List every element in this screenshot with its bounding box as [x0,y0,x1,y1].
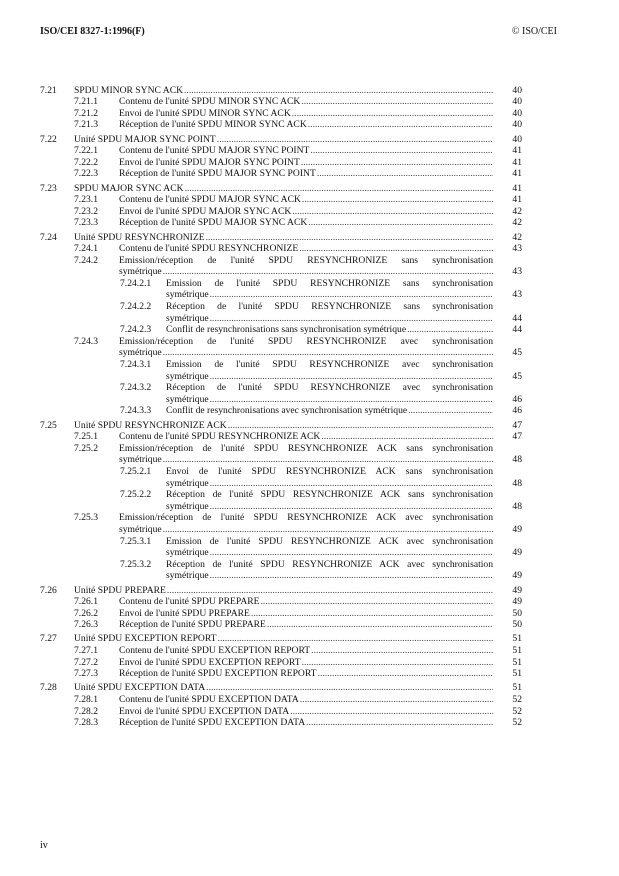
toc-entry [0,489,619,512]
dot-leader [210,570,493,582]
toc-entry-title-line2-text: symétrique [119,266,162,278]
toc-entry [0,559,619,582]
toc-entry-title-line2 [166,371,493,383]
toc-entry-title-text: Envoi de l'unité SPDU EXCEPTION REPORT [119,656,301,668]
toc-entry-title-line1: Emission/réception de l'unité SPDU RESYNCHRONIZE avec synchronisation [119,335,493,347]
toc-entry-number: 7.25.3.1 [120,535,152,547]
toc-entry-title-text: Unité SPDU EXCEPTION DATA [74,682,206,694]
toc-entry-title-line1: Emission de l'unité SPDU RESYNCHRONIZE sans synchronisation [166,277,493,289]
toc-entry-title-line1: Emission de l'unité SPDU RESYNCHRONIZE ACK avec synchronisation [166,535,493,547]
toc-entry-page: 42 [512,231,522,243]
dot-leader [301,157,493,169]
toc-entry-page: 51 [512,633,522,645]
toc-entry-title [119,157,493,169]
dot-leader [408,405,493,417]
dot-leader [217,134,493,146]
toc-entry-number: 7.28.2 [74,705,98,717]
dot-leader [251,608,493,620]
toc-entry-title [119,145,493,157]
toc-entry-number: 7.23.2 [74,205,98,217]
toc-entry [0,157,619,169]
toc-entry-page: 52 [512,694,522,706]
toc-entry-title-text: Réception de l'unité SPDU PREPARE [119,619,266,631]
toc-entry-title [119,168,493,180]
toc-entry-title-line1: Réception de l'unité SPDU RESYNCHRONIZE avec synchronisation [166,382,493,394]
toc-entry [0,206,619,218]
toc-entry-title-line1: Envoi de l'unité SPDU RESYNCHRONIZE ACK sans synchronisation [166,465,493,477]
toc-entry-page: 42 [512,205,522,217]
toc-entry-title-line2 [166,289,493,301]
toc-entry-title [166,382,493,405]
dot-leader [300,694,493,706]
toc-entry [0,255,619,278]
toc-entry-title [166,536,493,559]
toc-entry-title-line1: Emission/réception de l'unité SPDU RESYNCHRONIZE ACK sans synchronisation [119,442,493,454]
toc-entry-page: 43 [512,243,522,255]
toc-entry-page: 47 [512,431,522,443]
toc-entry-title [119,217,493,229]
toc-entry-title-text: Unité SPDU PREPARE [74,584,166,596]
dot-leader [301,96,493,108]
dot-leader [308,119,493,131]
toc-entry-title [119,108,493,120]
toc-entry-page: 49 [512,570,522,582]
toc-entry-title [74,585,493,597]
toc-entry-title-text: Contenu de l'unité SPDU EXCEPTION REPORT [119,645,311,657]
toc-entry-title-line2 [119,454,493,466]
toc-entry-title-text: Conflit de resynchronisations sans synchronisation symétrique [166,324,407,336]
toc-entry [0,585,619,597]
toc-entry-title [119,512,493,535]
dot-leader [261,596,493,608]
toc-entry-number: 7.23.1 [74,194,98,206]
toc-entry-page: 40 [512,96,522,108]
toc-entry-title [74,183,493,195]
toc-entry-title [119,255,493,278]
dot-leader [292,108,493,120]
dot-leader [306,717,493,729]
toc-entry-title-text: Contenu de l'unité SPDU RESYNCHRONIZE ACK [119,431,321,443]
dot-leader [311,645,493,657]
toc-entry [0,85,619,97]
toc-entry-number: 7.21 [40,84,57,96]
toc-entry-title-line2-text: symétrique [166,289,209,301]
toc-entry-title-line2-text: symétrique [166,547,209,559]
dot-leader [210,289,493,301]
toc-entry-title-line2 [166,394,493,406]
dot-leader [310,145,493,157]
toc-entry [0,657,619,669]
toc-entry-title-line2 [166,570,493,582]
dot-leader [218,633,493,645]
toc-entry-number: 7.28 [40,682,57,694]
toc-entry-title [166,559,493,582]
toc-entry-title-line2-text: symétrique [166,477,209,489]
toc-entry-title [119,96,493,108]
toc-entry [0,359,619,382]
toc-entry-page: 40 [512,119,522,131]
toc-entry-title-line2-text: symétrique [119,454,162,466]
toc-entry-title-line2-text: symétrique [166,570,209,582]
toc-entry [0,108,619,120]
toc-entry-title-line2-text: symétrique [119,523,162,535]
dot-leader [206,232,493,244]
toc-entry-page: 44 [512,312,522,324]
toc-entry-page: 44 [512,324,522,336]
toc-entry-title-line2 [166,547,493,559]
toc-entry-title [166,466,493,489]
table-of-contents [0,82,619,729]
dot-leader [299,243,493,255]
toc-entry-number: 7.28.1 [74,694,98,706]
toc-entry-title [74,232,493,244]
toc-entry-title-text: Envoi de l'unité SPDU EXCEPTION DATA [119,705,290,717]
toc-entry-title-line1: Emission/réception de l'unité SPDU RESYNCHRONIZE ACK avec synchronisation [119,512,493,524]
toc-entry-page: 40 [512,133,522,145]
dot-leader [163,347,493,359]
toc-entry-page: 48 [512,500,522,512]
toc-entry [0,431,619,443]
toc-entry-title [119,206,493,218]
dot-leader [163,524,493,536]
dot-leader [210,313,493,325]
toc-entry-title [119,596,493,608]
toc-entry-page: 41 [512,156,522,168]
toc-entry-title [119,694,493,706]
dot-leader [302,194,493,206]
toc-entry-title-line1: Réception de l'unité SPDU RESYNCHRONIZE ACK avec synchronisation [166,558,493,570]
dot-leader [318,668,493,680]
toc-entry-title [166,278,493,301]
toc-entry-number: 7.24.2.1 [120,277,152,289]
toc-entry-title [74,85,493,97]
toc-entry-title-text: Réception de l'unité SPDU EXCEPTION DATA [119,717,306,729]
toc-entry [0,706,619,718]
toc-entry-page: 50 [512,619,522,631]
toc-entry-page: 48 [512,454,522,466]
toc-entry-title [119,717,493,729]
toc-entry [0,682,619,694]
dot-leader [290,706,493,718]
toc-entry [0,668,619,680]
dot-leader [210,478,493,490]
toc-entry [0,633,619,645]
dot-leader [210,394,493,406]
toc-entry-title-text: Contenu de l'unité SPDU MINOR SYNC ACK [119,96,301,108]
toc-entry-title-line2-text: symétrique [166,312,209,324]
toc-entry-title-text: SPDU MAJOR SYNC ACK [74,182,184,194]
toc-entry-title-text: Réception de l'unité SPDU MINOR SYNC ACK [119,119,307,131]
toc-entry [0,243,619,255]
toc-entry-page: 52 [512,705,522,717]
toc-entry [0,608,619,620]
toc-entry-title [119,119,493,131]
toc-entry-number: 7.24.3.2 [120,382,152,394]
dot-leader [184,85,493,97]
toc-entry-title [119,194,493,206]
toc-entry-page: 41 [512,194,522,206]
toc-entry [0,536,619,559]
toc-entry [0,217,619,229]
dot-leader [228,420,493,432]
toc-entry-title [74,420,493,432]
toc-entry-number: 7.21.1 [74,96,98,108]
dot-leader [267,619,493,631]
toc-entry-title-text: Contenu de l'unité SPDU EXCEPTION DATA [119,694,299,706]
toc-entry-number: 7.25.3 [74,512,98,524]
toc-entry [0,183,619,195]
toc-entry [0,232,619,244]
toc-entry-title [166,489,493,512]
toc-entry-title-text: SPDU MINOR SYNC ACK [74,84,184,96]
toc-entry-page: 52 [512,717,522,729]
toc-entry-title-text: Réception de l'unité SPDU MAJOR SYNC POINT [119,168,316,180]
toc-entry-page: 51 [512,682,522,694]
dot-leader [210,501,493,513]
toc-entry-title [119,645,493,657]
toc-entry [0,596,619,608]
toc-entry-number: 7.24 [40,231,57,243]
toc-entry-page: 50 [512,607,522,619]
toc-entry-number: 7.27.1 [74,645,98,657]
toc-entry-page: 49 [512,596,522,608]
toc-entry-page: 41 [512,168,522,180]
dot-leader [163,266,493,278]
dot-leader [210,371,493,383]
dot-leader [185,183,493,195]
toc-entry-number: 7.22.3 [74,168,98,180]
toc-entry [0,168,619,180]
toc-entry-title-line2 [119,524,493,536]
toc-entry-title [166,301,493,324]
toc-entry-number: 7.25.2.1 [120,465,152,477]
toc-entry-number: 7.25.2.2 [120,489,152,501]
toc-entry-title [166,405,493,417]
toc-entry-page: 46 [512,405,522,417]
toc-entry-title-text: Contenu de l'unité SPDU PREPARE [119,596,260,608]
toc-entry-number: 7.24.2 [74,254,98,266]
toc-entry-title-text: Contenu de l'unité SPDU RESYNCHRONIZE [119,243,299,255]
toc-entry-page: 43 [512,266,522,278]
toc-entry [0,134,619,146]
toc-entry-title-text: Unité SPDU RESYNCHRONIZE [74,231,205,243]
toc-entry [0,512,619,535]
toc-entry-title-text: Envoi de l'unité SPDU MAJOR SYNC ACK [119,205,292,217]
page-number: iv [40,840,48,851]
toc-entry-number: 7.21.2 [74,107,98,119]
toc-entry-title [119,243,493,255]
toc-entry-title-text: Conflit de resynchronisations avec synchronisation symétrique [166,405,408,417]
toc-entry-title-line1: Réception de l'unité SPDU RESYNCHRONIZE ACK sans synchronisation [166,489,493,501]
toc-entry-title [166,359,493,382]
toc-entry-title [119,431,493,443]
dot-leader [407,324,493,336]
toc-entry-number: 7.24.1 [74,243,98,255]
toc-entry-number: 7.23 [40,182,57,194]
dot-leader [302,657,493,669]
toc-entry-title-text: Envoi de l'unité SPDU MAJOR SYNC POINT [119,156,300,168]
toc-entry [0,336,619,359]
dot-leader [292,206,493,218]
toc-entry [0,717,619,729]
toc-entry-page: 46 [512,393,522,405]
toc-entry-page: 49 [512,584,522,596]
toc-entry-title-line2-text: symétrique [166,500,209,512]
toc-entry-title-line2-text: symétrique [119,347,162,359]
toc-entry-title [119,706,493,718]
document-header-reference: ISO/CEI 8327-1:1996(F) [40,26,145,37]
toc-entry [0,382,619,405]
toc-entry-number: 7.27.2 [74,656,98,668]
toc-entry-number: 7.22.2 [74,156,98,168]
toc-entry-number: 7.24.2.2 [120,301,152,313]
toc-entry-title-text: Envoi de l'unité SPDU MINOR SYNC ACK [119,107,291,119]
toc-entry [0,420,619,432]
toc-entry-title-text: Contenu de l'unité SPDU MAJOR SYNC ACK [119,194,301,206]
toc-entry-page: 41 [512,182,522,194]
dot-leader [163,454,493,466]
document-header-copyright: © ISO/CEI [511,26,557,37]
dot-leader [206,682,493,694]
toc-entry-page: 45 [512,347,522,359]
toc-entry-title-line2 [119,347,493,359]
toc-entry-title-text: Envoi de l'unité SPDU PREPARE [119,607,250,619]
dot-leader [210,547,493,559]
toc-entry-page: 48 [512,477,522,489]
toc-entry-number: 7.25.3.2 [120,558,152,570]
toc-entry-title-text: Unité SPDU EXCEPTION REPORT [74,633,217,645]
toc-entry-title-line2 [119,266,493,278]
toc-entry-page: 49 [512,547,522,559]
dot-leader [317,168,493,180]
toc-entry-title-line1: Réception de l'unité SPDU RESYNCHRONIZE sans synchronisation [166,301,493,313]
toc-entry-title-text: Contenu de l'unité SPDU MAJOR SYNC POINT [119,145,310,157]
toc-entry [0,96,619,108]
toc-entry-page: 43 [512,289,522,301]
toc-entry-title [119,668,493,680]
toc-entry-title-line2-text: symétrique [166,370,209,382]
toc-entry-title-line2 [166,478,493,490]
toc-entry-page: 41 [512,145,522,157]
toc-entry-page: 51 [512,645,522,657]
toc-entry-title [119,619,493,631]
toc-entry-title-line2 [166,313,493,325]
toc-entry-number: 7.25 [40,419,57,431]
toc-entry-page: 51 [512,656,522,668]
toc-entry-number: 7.25.2 [74,442,98,454]
toc-entry [0,301,619,324]
dot-leader [167,585,493,597]
toc-entry-page: 40 [512,84,522,96]
toc-entry-title-text: Unité SPDU MAJOR SYNC POINT [74,133,216,145]
toc-entry-title-line1: Emission de l'unité SPDU RESYNCHRONIZE avec synchronisation [166,359,493,371]
toc-entry-title [119,443,493,466]
toc-entry [0,194,619,206]
toc-entry-number: 7.25.1 [74,431,98,443]
toc-entry-number: 7.22 [40,133,57,145]
toc-entry-page: 47 [512,419,522,431]
toc-entry [0,694,619,706]
toc-entry-number: 7.28.3 [74,717,98,729]
toc-entry-title-text: Réception de l'unité SPDU EXCEPTION REPORT [119,668,317,680]
toc-entry-title-line1: Emission/réception de l'unité SPDU RESYNCHRONIZE sans synchronisation [119,254,493,266]
toc-entry-number: 7.23.3 [74,217,98,229]
toc-entry [0,645,619,657]
toc-entry [0,145,619,157]
toc-entry-number: 7.21.3 [74,119,98,131]
toc-entry-number: 7.27.3 [74,668,98,680]
toc-entry-number: 7.26.3 [74,619,98,631]
toc-entry [0,405,619,417]
toc-entry [0,619,619,631]
toc-entry-number: 7.26.1 [74,596,98,608]
toc-entry-page: 42 [512,217,522,229]
toc-entry-title [74,134,493,146]
toc-entry-number: 7.26.2 [74,607,98,619]
toc-entry-page: 45 [512,370,522,382]
toc-entry-title-line2-text: symétrique [166,393,209,405]
toc-entry-title [74,633,493,645]
toc-entry-number: 7.24.2.3 [120,324,152,336]
toc-entry-page: 40 [512,107,522,119]
toc-entry-title-text: Réception de l'unité SPDU MAJOR SYNC ACK [119,217,308,229]
toc-entry-number: 7.24.3 [74,335,98,347]
toc-entry-title-text: Unité SPDU RESYNCHRONIZE ACK [74,419,227,431]
dot-leader [321,431,493,443]
toc-entry [0,466,619,489]
toc-entry-number: 7.22.1 [74,145,98,157]
toc-entry [0,324,619,336]
dot-leader [308,217,493,229]
toc-entry-title [166,324,493,336]
toc-entry-page: 51 [512,668,522,680]
toc-entry-number: 7.27 [40,633,57,645]
toc-entry-title [119,336,493,359]
toc-entry-number: 7.24.3.1 [120,359,152,371]
toc-entry-title [119,608,493,620]
toc-entry [0,278,619,301]
toc-entry-title [119,657,493,669]
toc-entry-title [74,682,493,694]
toc-entry-number: 7.26 [40,584,57,596]
toc-entry-page: 49 [512,523,522,535]
toc-entry-number: 7.24.3.3 [120,405,152,417]
toc-entry [0,119,619,131]
toc-entry [0,443,619,466]
toc-entry-title-line2 [166,501,493,513]
